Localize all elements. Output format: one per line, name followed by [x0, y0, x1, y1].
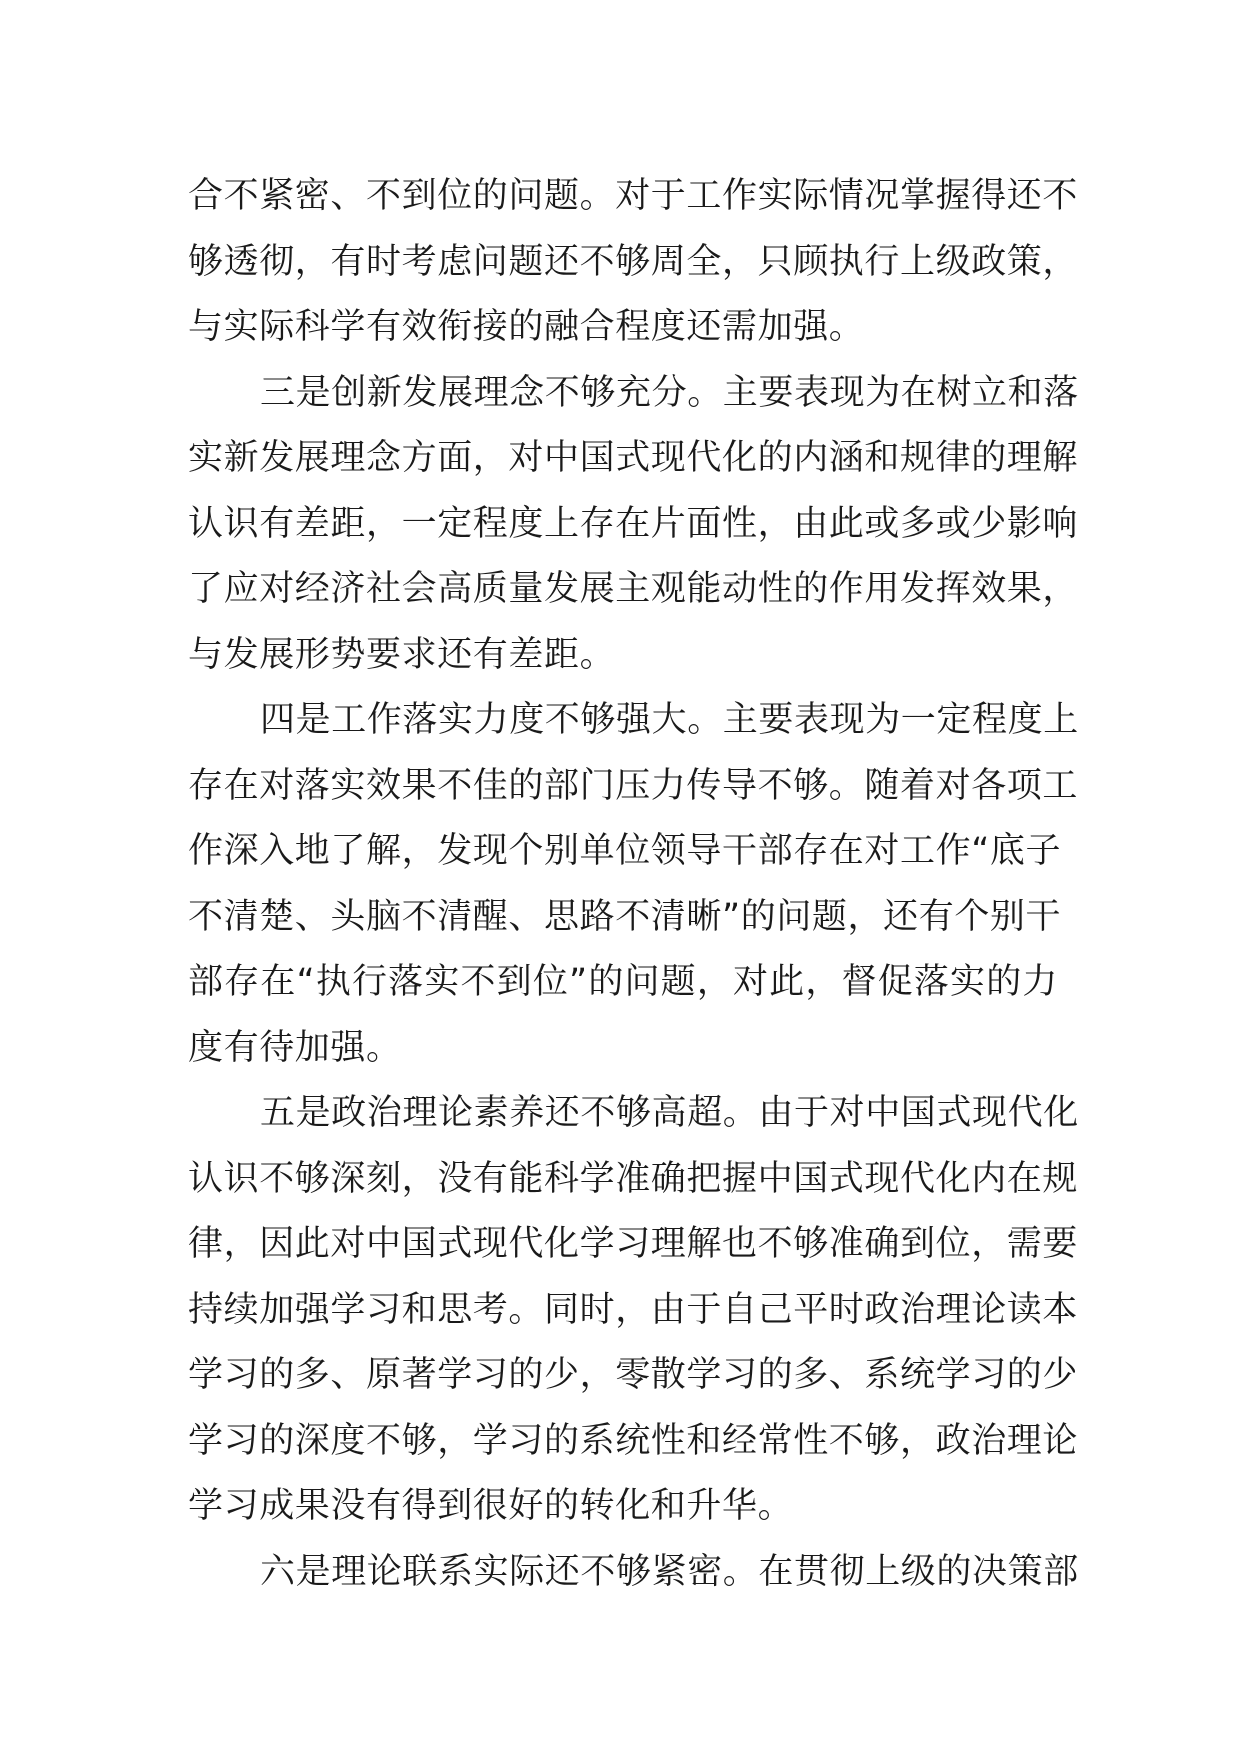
- text-line: 学习的多、原著学习的少，零散学习的多、系统学习的少: [188, 1355, 1079, 1395]
- paragraph-start-line: 四是工作落实力度不够强大。主要表现为一定程度上: [260, 700, 1079, 740]
- text-line: 合不紧密、不到位的问题。对于工作实际情况掌握得还不: [188, 176, 1079, 216]
- text-line: 度有待加强。: [188, 1027, 402, 1068]
- text-line: 够透彻，有时考虑问题还不够周全，只顾执行上级政策，: [188, 241, 1079, 282]
- text-line: 作深入地了解，发现个别单位领导干部存在对工作“底子: [188, 831, 1062, 871]
- text-line: 与实际科学有效衔接的融合程度还需加强。: [188, 307, 865, 347]
- text-line: 持续加强学习和思考。同时，由于自己平时政治理论读本: [188, 1289, 1079, 1330]
- paragraph-start-line: 六是理论联系实际还不够紧密。在贯彻上级的决策部: [260, 1551, 1079, 1592]
- text-line: 部存在“执行落实不到位”的问题，对此，督促落实的力: [188, 962, 1058, 1002]
- paragraph-start-line: 三是创新发展理念不够充分。主要表现为在树立和落: [260, 372, 1079, 413]
- text-line: 实新发展理念方面，对中国式现代化的内涵和规律的理解: [188, 438, 1079, 478]
- text-line: 认识有差距，一定程度上存在片面性，由此或多或少影响: [188, 503, 1079, 544]
- text-line: 存在对落实效果不佳的部门压力传导不够。随着对各项工: [188, 765, 1079, 806]
- text-line: 与发展形势要求还有差距。: [188, 634, 616, 675]
- document-body: [188, 164, 1079, 1605]
- text-line: 律，因此对中国式现代化学习理解也不够准确到位，需要: [188, 1224, 1079, 1264]
- text-line: 不清楚、头脑不清醒、思路不清晰”的问题，还有个别干: [188, 896, 1062, 937]
- paragraph-start-line: 五是政治理论素养还不够高超。由于对中国式现代化: [260, 1093, 1079, 1133]
- text-line: 学习的深度不够，学习的系统性和经常性不够，政治理论: [188, 1420, 1079, 1461]
- text-line: 认识不够深刻，没有能科学准确把握中国式现代化内在规: [188, 1158, 1079, 1199]
- text-line: 学习成果没有得到很好的转化和升华。: [188, 1486, 794, 1526]
- text-line: 了应对经济社会高质量发展主观能动性的作用发挥效果，: [188, 569, 1079, 609]
